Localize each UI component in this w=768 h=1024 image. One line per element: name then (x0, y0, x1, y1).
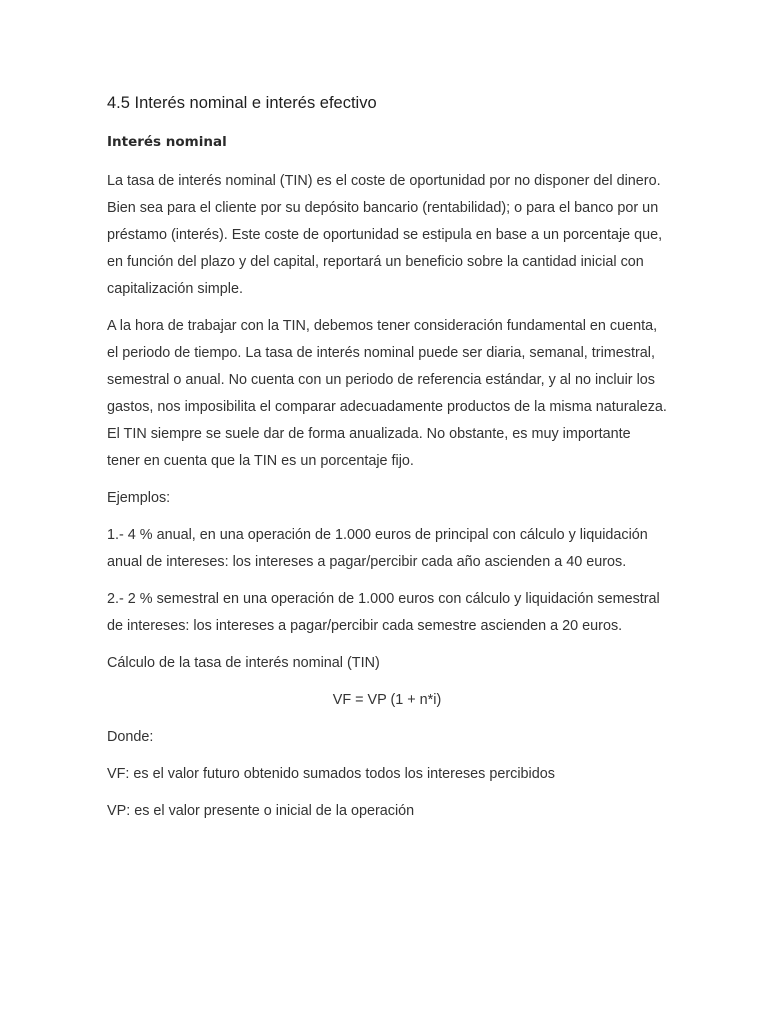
paragraph-example-1: 1.- 4 % anual, en una operación de 1.000 euros de principal con cálculo y liquidación anual de intereses: los intereses a pagar/percibir cada año ascienden a 40 euros. (107, 527, 648, 570)
paragraph-vf-definition: VF: es el valor futuro obtenido sumados todos los intereses percibidos (107, 766, 555, 782)
paragraph-example-2: 2.- 2 % semestral en una operación de 1.000 euros con cálculo y liquidación semestral de intereses: los intereses a pagar/percibir cada semestre ascienden a 20 euros. (107, 591, 660, 634)
paragraph-vp-definition: VP: es el valor presente o inicial de la operación (107, 803, 415, 819)
paragraph-tin-definition: La tasa de interés nominal (TIN) es el coste de oportunidad por no disponer del dinero. Bien sea para el cliente por su depósito bancario (rentabilidad); o para el banco por un préstamo (interés). Este coste de oportunidad se estipula en base a un porcentaje que, en función del plazo y del capital, reportará un beneficio sobre la cantidad inicial con capitalización simple. (107, 173, 663, 297)
section-title: 4.5 Interés nominal e interés efectivo (107, 94, 377, 112)
paragraph-tin-period: A la hora de trabajar con la TIN, debemos tener consideración fundamental en cuenta, el periodo de tiempo. La tasa de interés nominal puede ser diaria, semanal, trimestral, semestral o anual. No cuenta con un periodo de referencia estándar, y al no incluir los gastos, nos imposibilita el comparar adecuadamente productos de la misma naturaleza. El TIN siempre se suele dar de forma anualizada. No obstante, es muy importante tener en cuenta que la TIN es un porcentaje fijo. (107, 318, 667, 469)
paragraph-calculation-heading: Cálculo de la tasa de interés nominal (TIN) (107, 655, 380, 671)
formula: VF = VP (1 + n*i) (332, 692, 442, 708)
section-subtitle: Interés nominal (107, 134, 227, 150)
document-content (107, 92, 667, 835)
paragraph-donde: Donde: (107, 729, 154, 745)
paragraph-examples-heading: Ejemplos: (107, 490, 171, 506)
